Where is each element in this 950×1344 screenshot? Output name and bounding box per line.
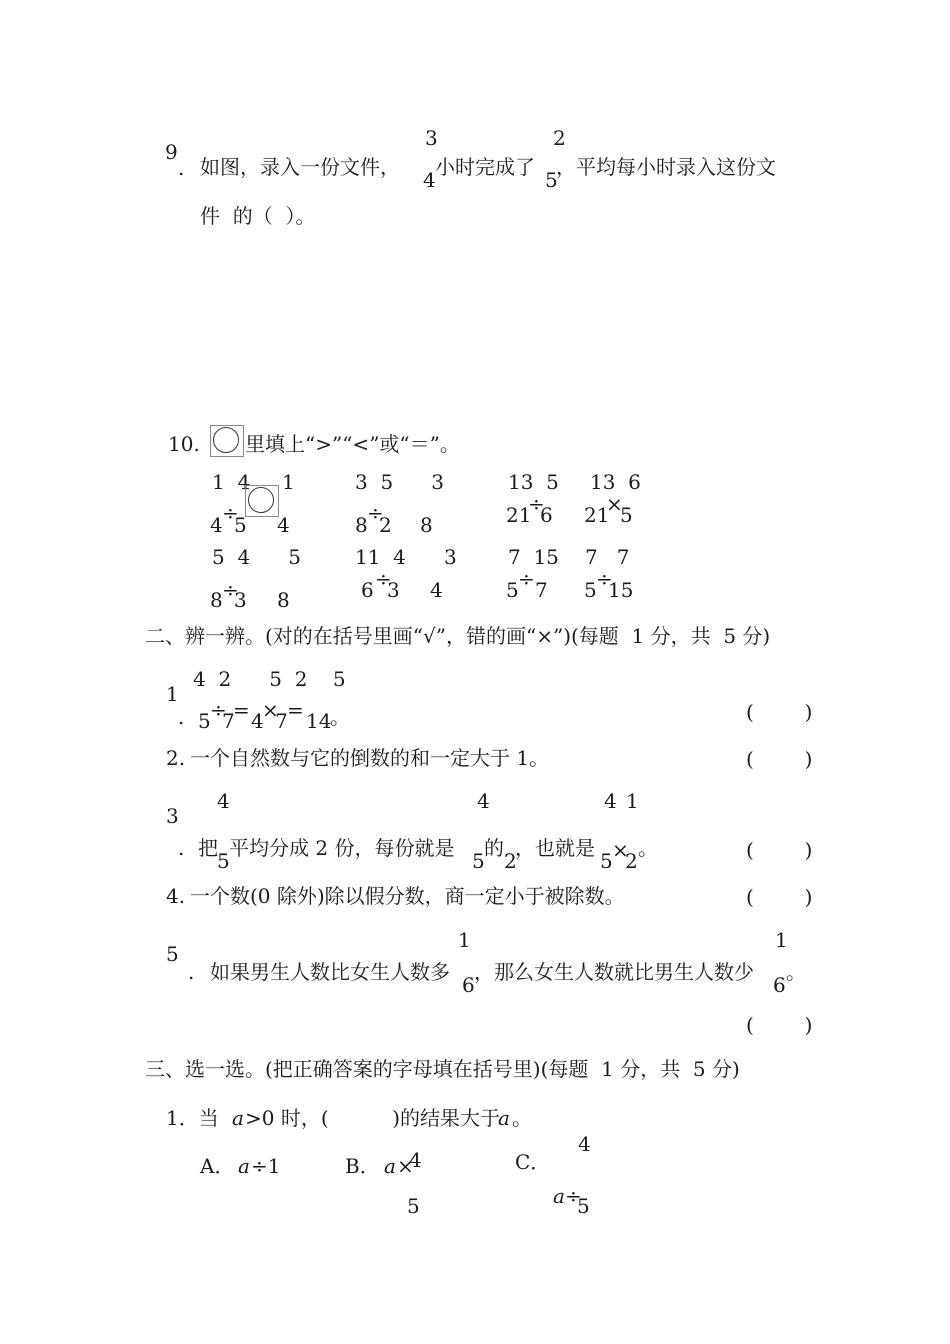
option-c-var: a — [553, 1184, 565, 1208]
s2-item1-eq1: = — [233, 698, 250, 722]
q10-r2-c2-op: ÷ — [375, 567, 392, 591]
s2-item3-f1n: 4 — [217, 789, 230, 813]
s2-item3-answer-paren[interactable]: ( ) — [746, 838, 813, 862]
q10-r2-c3-top2: 7 7 — [585, 545, 630, 569]
s2-item3-dot: . — [178, 836, 185, 860]
q10-r1-c3-rhs-b: 5 — [620, 503, 633, 527]
q10-r1-c1-a: 4 — [210, 513, 223, 537]
q9-line2: 件 的（ ）。 — [200, 204, 316, 228]
q9-text-a: 如图，录入一份文件， — [200, 155, 400, 179]
q10-r2-c2-rhs: 4 — [430, 578, 443, 602]
q10-r1-c2-b: 2 — [379, 513, 392, 537]
s2-item1-a: 5 — [198, 709, 211, 733]
option-c-op: ÷ — [565, 1184, 582, 1208]
s3-q1-text: >0 时，( )的结果大于 — [245, 1106, 501, 1130]
q10-r2-c3-top: 7 15 — [508, 545, 559, 569]
s2-item5-t2: ，那么女生人数就比男生人数少 — [474, 960, 754, 984]
s2-item3-f4d: 5 — [600, 849, 613, 873]
s2-item5-t3: 。 — [786, 960, 806, 984]
q10-r1-c1-b: 5 — [234, 513, 247, 537]
section-2-heading: 二、辨一辨。(对的在括号里画“√”，错的画“×”)(每题 1 分，共 5 分) — [145, 624, 771, 648]
s2-item1-c: 4 — [251, 709, 264, 733]
option-a-label[interactable]: A． — [200, 1154, 235, 1178]
q10-r2-c3-rhs-a: 5 — [584, 578, 597, 602]
s2-item5-t1: 如果男生人数比女生人数多 — [210, 960, 450, 984]
option-b-var: a — [384, 1154, 396, 1178]
s2-item5-f1d: 6 — [462, 973, 475, 997]
q10-r2-c1-a: 8 — [210, 588, 223, 612]
q10-r2-c3-rhs-op: ÷ — [596, 567, 613, 591]
s2-item1-e: 14 — [306, 709, 332, 733]
q10-r1-c3-op: ÷ — [528, 492, 545, 516]
option-a-var: a — [238, 1154, 250, 1178]
q9-number: 9 — [165, 140, 178, 164]
q9-frac2-den: 5 — [545, 168, 558, 192]
q10-r1-c3-top: 13 5 — [508, 470, 559, 494]
s2-item5-dot: . — [188, 960, 195, 984]
q10-r1-c1-op: ÷ — [222, 501, 239, 525]
option-b-label[interactable]: B． — [345, 1154, 380, 1178]
q10-r2-c3-rhs-b: 15 — [608, 578, 634, 602]
circle-icon[interactable] — [248, 487, 274, 513]
s2-item5-num: 5 — [166, 942, 179, 966]
s2-item1-op1: ÷ — [210, 698, 227, 722]
s2-item3-t4: ，也就是 — [515, 836, 595, 860]
q10-r2-c3-a: 5 — [506, 578, 519, 602]
q10-r1-c3-b: 6 — [540, 503, 553, 527]
section-3-heading: 三、选一选。(把正确答案的字母填在括号里)(每题 1 分，共 5 分) — [145, 1057, 740, 1081]
s2-item3-f2n: 4 — [477, 789, 490, 813]
q9-text-b: 小时完成了 — [435, 155, 535, 179]
option-a-expr: ÷1 — [251, 1154, 281, 1178]
q10-r1-c1-rhs: 4 — [277, 513, 290, 537]
s2-item1-num: 1 — [166, 682, 179, 706]
q10-r1-c1-top: 1 4 1 — [212, 470, 295, 494]
q10-number: 10. — [168, 432, 200, 456]
q9-frac1-den: 4 — [423, 168, 436, 192]
s2-item3-t2: 平均分成 2 份，每份就是 — [229, 836, 455, 860]
s3-q1-end: 。 — [512, 1106, 532, 1130]
option-b-op: × — [397, 1154, 414, 1178]
s3-q1-var2: a — [498, 1106, 510, 1130]
q9-frac1-num: 3 — [425, 126, 438, 150]
s2-item3-f4n: 4 — [604, 789, 617, 813]
circle-icon — [213, 427, 239, 453]
s3-q1-num: 1．当 — [166, 1106, 219, 1130]
s2-item1-end: 。 — [330, 705, 350, 729]
q10-r1-c2-rhs: 8 — [420, 513, 433, 537]
s2-item5-f2d: 6 — [773, 973, 786, 997]
s2-item4-num: 4. — [166, 884, 186, 908]
s2-item3-t1: 把 — [198, 836, 218, 860]
option-c-label[interactable]: C． — [515, 1150, 551, 1174]
q10-r1-c3-rhs-op: × — [606, 492, 623, 516]
option-c-num: 4 — [578, 1132, 591, 1156]
s2-item3-f3n: 1 — [626, 789, 639, 813]
s2-item4-text: 一个数(0 除外)除以假分数，商一定小于被除数。 — [190, 884, 625, 908]
q9-dot: . — [178, 156, 185, 180]
q10-r1-c3-a: 21 — [506, 503, 532, 527]
s2-item5-f2n: 1 — [775, 928, 788, 952]
s2-item1-b: 7 — [222, 709, 235, 733]
q10-instruction: 里填上“>”“<”或“＝”。 — [245, 432, 460, 456]
q10-r1-c3-rhs-a: 21 — [584, 503, 610, 527]
s2-item3-t5: 。 — [638, 836, 658, 860]
s2-item1-op2: × — [262, 698, 279, 722]
q10-r2-c1-op: ÷ — [222, 578, 239, 602]
q10-r2-c3-op: ÷ — [518, 567, 535, 591]
s2-item2-text: 一个自然数与它的倒数的和一定大于 1。 — [190, 746, 550, 770]
q10-r1-c2-op: ÷ — [367, 501, 384, 525]
s2-item1-tops: 4 2 5 2 5 — [193, 667, 346, 691]
q10-r2-c2-top: 11 4 3 — [355, 545, 457, 569]
q10-r2-c2-a: 6 — [361, 578, 374, 602]
q9-frac2-num: 2 — [553, 126, 566, 150]
s2-item5-answer-paren[interactable]: ( ) — [746, 1013, 813, 1037]
s2-item1-answer-paren[interactable]: ( ) — [746, 700, 813, 724]
s3-q1-var: a — [232, 1106, 244, 1130]
option-c-den: 5 — [577, 1194, 590, 1218]
q10-r1-c3-top2: 13 6 — [590, 470, 641, 494]
s2-item2-answer-paren[interactable]: ( ) — [746, 747, 813, 771]
option-b-num: 4 — [409, 1148, 422, 1172]
s2-item3-num: 3 — [166, 804, 179, 828]
s2-item3-t3: 的 — [484, 836, 504, 860]
s2-item3-f1d: 5 — [217, 849, 230, 873]
q10-r2-c1-top: 5 4 5 — [212, 545, 302, 569]
q10-r1-c2-a: 8 — [355, 513, 368, 537]
q10-r1-c2-top: 3 5 3 — [355, 470, 445, 494]
s2-item4-answer-paren[interactable]: ( ) — [746, 885, 813, 909]
s2-item2-num: 2. — [166, 746, 186, 770]
s2-item1-dot: . — [178, 705, 185, 729]
q10-r2-c1-rhs: 8 — [277, 588, 290, 612]
q10-r2-c2-b: 3 — [387, 578, 400, 602]
option-b-den: 5 — [407, 1194, 420, 1218]
s2-item3-op: × — [612, 838, 629, 862]
s2-item1-d: 7 — [275, 709, 288, 733]
q10-r2-c3-b: 7 — [535, 578, 548, 602]
q10-r2-c1-b: 3 — [234, 588, 247, 612]
s2-item1-eq2: = — [287, 698, 304, 722]
s2-item3-f2d: 5 — [472, 849, 485, 873]
s2-item5-f1n: 1 — [458, 928, 471, 952]
s2-item3-f3d: 2 — [504, 849, 517, 873]
q9-text-c: ，平均每小时录入这份文 — [556, 155, 776, 179]
s2-item3-f5d: 2 — [625, 849, 638, 873]
